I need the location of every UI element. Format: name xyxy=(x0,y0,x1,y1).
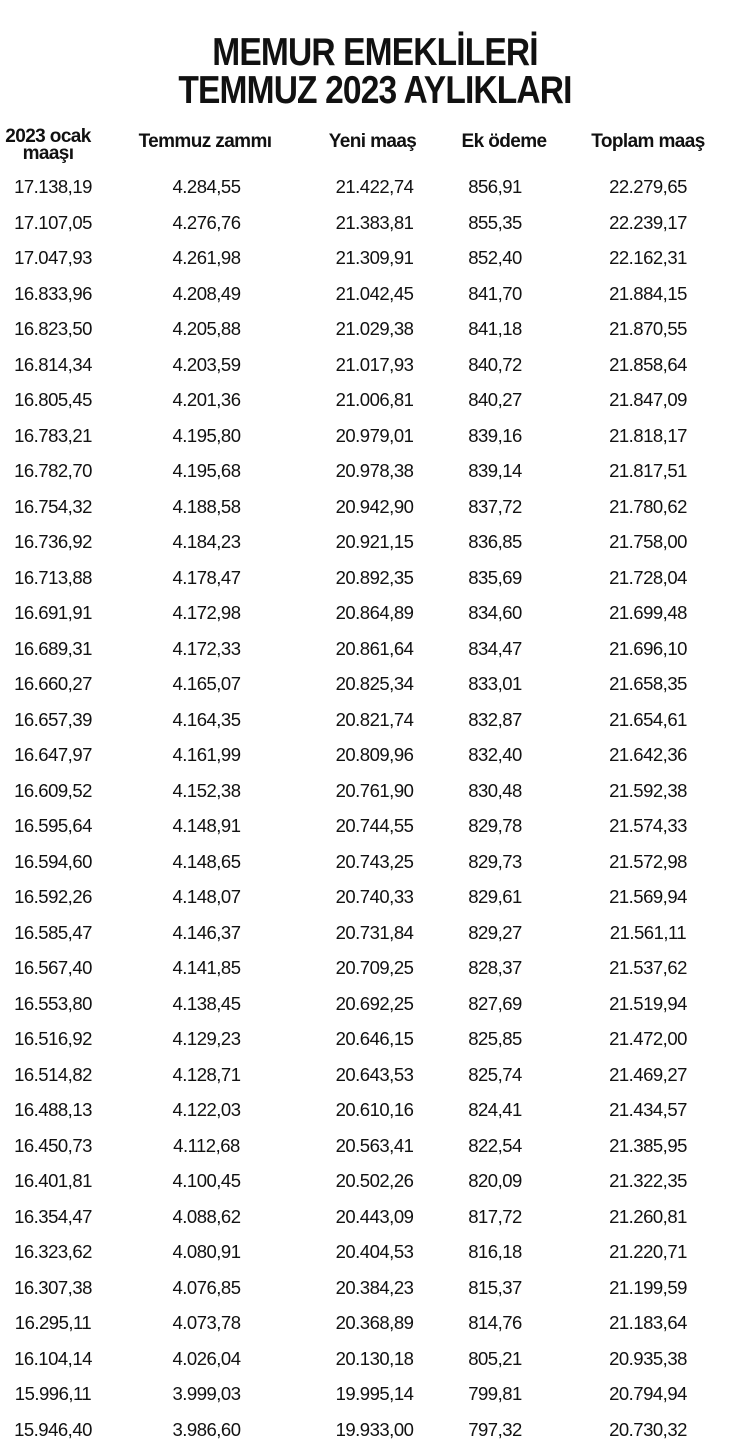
extra-payment-cell: 836,85 xyxy=(468,531,522,552)
table-row xyxy=(0,950,750,986)
july-raise-cell: 4.161,99 xyxy=(172,744,241,765)
new-salary-cell: 20.443,09 xyxy=(335,1205,414,1227)
extra-payment-cell: 828,37 xyxy=(468,957,522,978)
new-salary-cell: 20.384,23 xyxy=(335,1276,414,1298)
total-salary-cell: 21.758,00 xyxy=(609,531,687,552)
total-salary-cell: 22.279,65 xyxy=(609,176,687,197)
extra-payment-cell: 799,81 xyxy=(468,1383,522,1404)
new-salary-cell: 20.502,26 xyxy=(335,1170,414,1191)
table-row xyxy=(0,1128,750,1164)
july-raise-cell: 4.284,55 xyxy=(172,176,241,197)
table-row xyxy=(0,1234,750,1270)
july-raise-cell: 4.148,91 xyxy=(172,815,241,836)
new-salary-cell: 21.383,81 xyxy=(335,211,414,233)
july-raise-cell: 4.205,88 xyxy=(172,318,241,339)
july-raise-cell: 4.152,38 xyxy=(172,779,241,801)
salary-table-body xyxy=(0,169,750,1447)
extra-payment-cell: 829,78 xyxy=(468,815,522,836)
table-row xyxy=(0,169,750,205)
july-raise-cell: 4.112,68 xyxy=(173,1134,240,1156)
january-salary-cell: 16.104,14 xyxy=(14,1347,92,1369)
new-salary-cell: 20.740,33 xyxy=(335,886,414,907)
table-row xyxy=(0,915,750,951)
extra-payment-cell: 825,74 xyxy=(468,1063,522,1085)
july-raise-cell: 4.184,23 xyxy=(172,531,241,552)
total-salary-cell: 21.183,64 xyxy=(609,1312,687,1333)
new-salary-cell: 20.979,01 xyxy=(335,424,414,446)
january-salary-cell: 16.782,70 xyxy=(14,460,92,481)
new-salary-cell: 20.825,34 xyxy=(335,673,414,694)
january-salary-cell: 16.754,32 xyxy=(14,495,92,517)
extra-payment-cell: 815,37 xyxy=(468,1276,522,1298)
table-row xyxy=(0,631,750,667)
total-salary-cell: 21.818,17 xyxy=(609,424,687,446)
total-salary-cell: 20.794,94 xyxy=(609,1383,687,1404)
new-salary-cell: 20.761,90 xyxy=(335,779,414,801)
extra-payment-cell: 805,21 xyxy=(468,1347,522,1369)
table-row xyxy=(0,1163,750,1199)
column-header-new-salary: Yeni maaş xyxy=(328,131,417,152)
extra-payment-cell: 816,18 xyxy=(468,1241,522,1262)
july-raise-cell: 4.129,23 xyxy=(172,1028,241,1049)
july-raise-cell: 4.178,47 xyxy=(172,566,241,588)
july-raise-cell: 4.203,59 xyxy=(172,353,241,375)
new-salary-cell: 20.404,53 xyxy=(335,1241,414,1262)
extra-payment-cell: 834,60 xyxy=(468,602,522,623)
january-salary-cell: 16.823,50 xyxy=(14,318,92,339)
new-salary-cell: 20.942,90 xyxy=(335,495,414,517)
extra-payment-cell: 835,69 xyxy=(468,566,522,588)
table-row xyxy=(0,1412,750,1447)
new-salary-cell: 20.130,18 xyxy=(335,1347,414,1369)
extra-payment-cell: 824,41 xyxy=(468,1099,522,1120)
total-salary-cell: 21.728,04 xyxy=(609,566,687,588)
total-salary-cell: 21.519,94 xyxy=(609,992,687,1014)
july-raise-cell: 4.195,68 xyxy=(172,460,241,481)
page-title xyxy=(53,31,698,112)
july-raise-cell: 3.986,60 xyxy=(172,1418,241,1440)
table-row xyxy=(0,666,750,702)
extra-payment-cell: 832,87 xyxy=(468,708,522,730)
new-salary-cell: 20.743,25 xyxy=(335,850,414,872)
january-salary-cell: 16.609,52 xyxy=(14,779,92,801)
total-salary-cell: 21.642,36 xyxy=(609,744,687,765)
new-salary-cell: 20.368,89 xyxy=(335,1312,414,1333)
total-salary-cell: 21.654,61 xyxy=(609,708,687,730)
january-salary-cell: 15.946,40 xyxy=(14,1418,92,1440)
january-salary-cell: 16.595,64 xyxy=(14,815,92,836)
extra-payment-cell: 837,72 xyxy=(468,495,522,517)
january-salary-cell: 16.295,11 xyxy=(14,1312,92,1333)
table-row xyxy=(0,240,750,276)
table-row xyxy=(0,311,750,347)
table-row xyxy=(0,844,750,880)
january-salary-cell: 16.647,97 xyxy=(14,744,92,765)
table-row xyxy=(0,1341,750,1377)
total-salary-cell: 20.935,38 xyxy=(609,1347,687,1369)
total-salary-cell: 21.469,27 xyxy=(609,1063,687,1085)
new-salary-cell: 20.646,15 xyxy=(335,1028,414,1049)
new-salary-cell: 20.610,16 xyxy=(335,1099,414,1120)
january-salary-cell: 16.354,47 xyxy=(14,1205,92,1227)
july-raise-cell: 4.073,78 xyxy=(172,1312,241,1333)
new-salary-cell: 21.006,81 xyxy=(335,389,414,410)
january-salary-cell: 16.488,13 xyxy=(14,1099,92,1120)
january-salary-cell: 16.783,21 xyxy=(14,424,92,446)
january-salary-cell: 17.047,93 xyxy=(14,247,92,268)
january-salary-cell: 16.594,60 xyxy=(14,850,92,872)
january-salary-cell: 16.814,34 xyxy=(14,353,92,375)
total-salary-cell: 21.696,10 xyxy=(609,637,687,659)
july-raise-cell: 4.165,07 xyxy=(172,673,241,694)
column-header-extra-payment: Ek ödeme xyxy=(461,131,547,152)
new-salary-cell: 20.861,64 xyxy=(335,637,414,659)
new-salary-cell: 19.933,00 xyxy=(335,1418,414,1440)
january-salary-cell: 16.713,88 xyxy=(14,566,92,588)
title-line-1: MEMUR EMEKLİLERİ xyxy=(212,31,538,74)
january-salary-cell: 16.516,92 xyxy=(14,1028,92,1049)
january-salary-cell: 16.592,26 xyxy=(14,886,92,907)
total-salary-cell: 21.847,09 xyxy=(609,389,687,410)
total-salary-cell: 20.730,32 xyxy=(609,1418,687,1440)
total-salary-cell: 21.472,00 xyxy=(609,1028,687,1049)
extra-payment-cell: 839,16 xyxy=(468,424,522,446)
july-raise-cell: 4.261,98 xyxy=(172,247,241,268)
july-raise-cell: 4.122,03 xyxy=(172,1099,241,1120)
total-salary-cell: 21.572,98 xyxy=(609,850,687,872)
extra-payment-cell: 820,09 xyxy=(468,1170,522,1191)
table-row xyxy=(0,773,750,809)
january-salary-cell: 16.805,45 xyxy=(14,389,92,410)
extra-payment-cell: 839,14 xyxy=(468,460,522,481)
january-salary-cell: 16.401,81 xyxy=(14,1170,92,1191)
new-salary-cell: 21.017,93 xyxy=(335,353,414,375)
july-raise-cell: 4.208,49 xyxy=(172,282,241,304)
total-salary-cell: 21.220,71 xyxy=(609,1241,687,1262)
table-row xyxy=(0,453,750,489)
table-row xyxy=(0,1270,750,1306)
column-header-july-raise: Temmuz zammı xyxy=(138,131,272,152)
total-salary-cell: 21.537,62 xyxy=(609,957,687,978)
july-raise-cell: 4.088,62 xyxy=(172,1205,241,1227)
total-salary-cell: 21.592,38 xyxy=(609,779,687,801)
table-row xyxy=(0,1376,750,1412)
table-row xyxy=(0,595,750,631)
july-raise-cell: 4.164,35 xyxy=(172,708,241,730)
extra-payment-cell: 852,40 xyxy=(468,247,522,268)
title-line-2: TEMMUZ 2023 AYLIKLARI xyxy=(178,69,572,112)
extra-payment-cell: 855,35 xyxy=(468,211,522,233)
table-row xyxy=(0,1092,750,1128)
january-salary-cell: 16.307,38 xyxy=(14,1276,92,1298)
july-raise-cell: 4.080,91 xyxy=(172,1241,241,1262)
total-salary-cell: 21.817,51 xyxy=(609,460,687,481)
extra-payment-cell: 827,69 xyxy=(468,992,522,1014)
july-raise-cell: 4.172,33 xyxy=(172,637,241,659)
january-salary-cell: 16.323,62 xyxy=(14,1241,92,1262)
total-salary-cell: 21.699,48 xyxy=(609,602,687,623)
extra-payment-cell: 841,70 xyxy=(468,282,522,304)
extra-payment-cell: 833,01 xyxy=(468,673,522,694)
total-salary-cell: 21.260,81 xyxy=(609,1205,687,1227)
extra-payment-cell: 841,18 xyxy=(468,318,522,339)
new-salary-cell: 20.709,25 xyxy=(335,957,414,978)
total-salary-cell: 21.385,95 xyxy=(609,1134,687,1156)
january-salary-cell: 16.657,39 xyxy=(14,708,92,730)
table-row xyxy=(0,276,750,312)
july-raise-cell: 4.138,45 xyxy=(172,992,241,1014)
july-raise-cell: 4.188,58 xyxy=(172,495,241,517)
july-raise-cell: 3.999,03 xyxy=(172,1383,241,1404)
table-row xyxy=(0,1021,750,1057)
extra-payment-cell: 817,72 xyxy=(468,1205,522,1227)
new-salary-cell: 20.744,55 xyxy=(335,815,414,836)
total-salary-cell: 22.239,17 xyxy=(609,211,687,233)
table-row xyxy=(0,702,750,738)
january-salary-cell: 16.736,92 xyxy=(14,531,92,552)
new-salary-cell: 20.978,38 xyxy=(335,460,414,481)
table-row xyxy=(0,737,750,773)
new-salary-cell: 20.892,35 xyxy=(335,566,414,588)
new-salary-cell: 20.643,53 xyxy=(335,1063,414,1085)
january-salary-cell: 16.450,73 xyxy=(14,1134,92,1156)
new-salary-cell: 21.029,38 xyxy=(335,318,414,339)
july-raise-cell: 4.172,98 xyxy=(172,602,241,623)
total-salary-cell: 21.569,94 xyxy=(609,886,687,907)
january-salary-cell: 17.138,19 xyxy=(14,176,92,197)
total-salary-cell: 21.561,11 xyxy=(609,921,687,943)
new-salary-cell: 21.309,91 xyxy=(335,247,414,268)
july-raise-cell: 4.026,04 xyxy=(172,1347,241,1369)
july-raise-cell: 4.148,65 xyxy=(172,850,241,872)
extra-payment-cell: 856,91 xyxy=(468,176,522,197)
total-salary-cell: 22.162,31 xyxy=(609,247,687,268)
new-salary-cell: 20.692,25 xyxy=(335,992,414,1014)
extra-payment-cell: 829,27 xyxy=(468,921,522,943)
total-salary-cell: 21.199,59 xyxy=(609,1276,687,1298)
july-raise-cell: 4.195,80 xyxy=(172,424,241,446)
extra-payment-cell: 814,76 xyxy=(468,1312,522,1333)
january-salary-cell: 16.567,40 xyxy=(14,957,92,978)
table-row xyxy=(0,986,750,1022)
july-raise-cell: 4.148,07 xyxy=(172,886,241,907)
july-raise-cell: 4.141,85 xyxy=(172,957,241,978)
extra-payment-cell: 829,61 xyxy=(468,886,522,907)
july-raise-cell: 4.128,71 xyxy=(172,1063,241,1085)
extra-payment-cell: 829,73 xyxy=(468,850,522,872)
new-salary-cell: 19.995,14 xyxy=(335,1383,414,1404)
total-salary-cell: 21.574,33 xyxy=(609,815,687,836)
july-raise-cell: 4.146,37 xyxy=(172,921,241,943)
new-salary-cell: 20.809,96 xyxy=(335,744,414,765)
extra-payment-cell: 840,72 xyxy=(468,353,522,375)
table-row xyxy=(0,808,750,844)
extra-payment-cell: 840,27 xyxy=(468,389,522,410)
table-row xyxy=(0,1057,750,1093)
table-row xyxy=(0,418,750,454)
january-salary-cell: 16.689,31 xyxy=(14,637,92,659)
january-salary-cell: 17.107,05 xyxy=(14,211,92,233)
new-salary-cell: 20.731,84 xyxy=(335,921,414,943)
table-row xyxy=(0,382,750,418)
total-salary-cell: 21.870,55 xyxy=(609,318,687,339)
column-header-january-salary: 2023 ocak maaşı xyxy=(5,126,91,164)
new-salary-cell: 21.422,74 xyxy=(335,176,414,197)
table-row xyxy=(0,489,750,525)
january-salary-cell: 16.660,27 xyxy=(14,673,92,694)
extra-payment-cell: 825,85 xyxy=(468,1028,522,1049)
january-salary-cell: 16.585,47 xyxy=(14,921,92,943)
total-salary-cell: 21.322,35 xyxy=(609,1170,687,1191)
total-salary-cell: 21.884,15 xyxy=(609,282,687,304)
table-row xyxy=(0,560,750,596)
new-salary-cell: 20.563,41 xyxy=(335,1134,414,1156)
new-salary-cell: 20.921,15 xyxy=(335,531,414,552)
new-salary-cell: 20.864,89 xyxy=(335,602,414,623)
total-salary-cell: 21.658,35 xyxy=(609,673,687,694)
table-row xyxy=(0,205,750,241)
table-row xyxy=(0,879,750,915)
total-salary-cell: 21.858,64 xyxy=(609,353,687,375)
july-raise-cell: 4.076,85 xyxy=(172,1276,241,1298)
january-salary-cell: 16.514,82 xyxy=(14,1063,92,1085)
january-salary-cell: 15.996,11 xyxy=(14,1383,92,1404)
table-row xyxy=(0,347,750,383)
january-salary-cell: 16.691,91 xyxy=(14,602,92,623)
july-raise-cell: 4.100,45 xyxy=(172,1170,241,1191)
july-raise-cell: 4.276,76 xyxy=(172,211,241,233)
new-salary-cell: 20.821,74 xyxy=(335,708,414,730)
july-raise-cell: 4.201,36 xyxy=(172,389,241,410)
january-salary-cell: 16.833,96 xyxy=(14,282,92,304)
column-header-total-salary: Toplam maaş xyxy=(591,131,705,152)
extra-payment-cell: 832,40 xyxy=(468,744,522,765)
extra-payment-cell: 797,32 xyxy=(468,1418,522,1440)
total-salary-cell: 21.434,57 xyxy=(609,1099,687,1120)
extra-payment-cell: 822,54 xyxy=(468,1134,522,1156)
table-row xyxy=(0,1199,750,1235)
extra-payment-cell: 830,48 xyxy=(468,779,522,801)
extra-payment-cell: 834,47 xyxy=(468,637,522,659)
table-row xyxy=(0,1305,750,1341)
total-salary-cell: 21.780,62 xyxy=(609,495,687,517)
new-salary-cell: 21.042,45 xyxy=(335,282,414,304)
january-salary-cell: 16.553,80 xyxy=(14,992,92,1014)
table-row xyxy=(0,524,750,560)
